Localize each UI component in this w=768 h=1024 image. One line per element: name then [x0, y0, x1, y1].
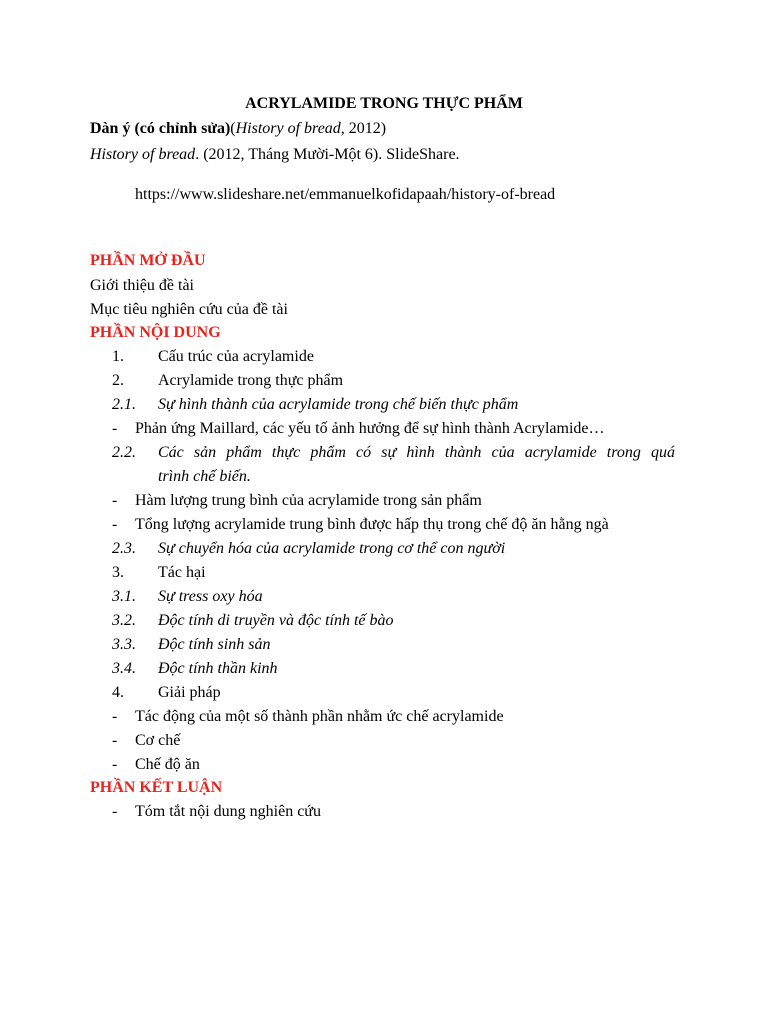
list-number: 4.	[112, 684, 124, 701]
list-item: Độc tính sinh sản	[158, 636, 271, 653]
list-item: Cấu trúc của acrylamide	[158, 348, 314, 365]
list-item: Sự tress oxy hóa	[158, 588, 263, 605]
reference-tail: . (2012, Tháng Mười-Một 6). SlideShare.	[195, 146, 460, 163]
list-item: Độc tính thần kinh	[158, 660, 278, 677]
list-number: 3.3.	[112, 636, 136, 653]
list-number: 3.1.	[112, 588, 136, 605]
section-heading-body: PHẦN NỘI DUNG	[90, 324, 221, 341]
outline-citation-line	[90, 119, 386, 139]
section-heading-intro: PHẦN MỞ ĐẦU	[90, 252, 206, 269]
list-number: 2.	[112, 372, 124, 389]
reference-line	[90, 145, 460, 165]
citation-open: (	[230, 120, 236, 137]
list-number: 3.	[112, 564, 124, 581]
list-bullet: -	[112, 492, 118, 509]
list-number: 3.2.	[112, 612, 136, 629]
intro-item: Giới thiệu đề tài	[90, 277, 194, 294]
list-bullet: -	[112, 420, 118, 437]
reference-url: https://www.slideshare.net/emmanuelkofidapaah/history-of-bread	[135, 186, 556, 203]
intro-item: Mục tiêu nghiên cứu của đề tài	[90, 301, 288, 318]
list-number: 1.	[112, 348, 124, 365]
list-item: Sự hình thành của acrylamide trong chế biến thực phẩm	[158, 396, 519, 413]
list-item: Acrylamide trong thực phẩm	[158, 372, 344, 389]
list-bullet: -	[112, 708, 118, 725]
reference-title: History of bread	[90, 146, 196, 163]
list-number: 2.1.	[112, 396, 136, 413]
list-item-continued: trình chế biến.	[158, 468, 251, 485]
list-item: Tổng lượng acrylamide trung bình được hấp thụ trong chế độ ăn hằng ngà	[135, 516, 609, 533]
section-heading-conclusion: PHẦN KẾT LUẬN	[90, 779, 223, 796]
list-item: Tác hại	[158, 564, 206, 581]
list-number: 2.3.	[112, 540, 136, 557]
citation-title: History of bread	[235, 120, 341, 137]
list-number: 2.2.	[112, 444, 136, 461]
list-item: Sự chuyển hóa của acrylamide trong cơ thể con người	[158, 540, 506, 557]
list-bullet: -	[112, 756, 118, 773]
list-item: Cơ chế	[135, 732, 181, 749]
list-item: Giải pháp	[158, 684, 221, 701]
document-title: ACRYLAMIDE TRONG THỰC PHẨM	[245, 95, 523, 112]
list-bullet: -	[112, 803, 118, 820]
list-bullet: -	[112, 732, 118, 749]
list-item: Tóm tắt nội dung nghiên cứu	[135, 803, 321, 820]
citation-tail: , 2012)	[340, 120, 387, 137]
list-item: Độc tính di truyền và độc tính tế bào	[158, 612, 394, 629]
list-item: Tác động của một số thành phần nhằm ức chế acrylamide	[135, 708, 504, 725]
outline-label: Dàn ý (có chỉnh sửa)	[90, 120, 231, 137]
list-number: 3.4.	[112, 660, 136, 677]
list-bullet: -	[112, 516, 118, 533]
list-item: Các sản phẩm thực phẩm có sự hình thành của acrylamide trong quá	[158, 444, 675, 461]
list-item: Phản ứng Maillard, các yếu tố ảnh hưởng để sự hình thành Acrylamide…	[135, 420, 605, 437]
list-item: Hàm lượng trung bình của acrylamide trong sản phẩm	[135, 492, 482, 509]
list-item: Chế độ ăn	[135, 756, 200, 773]
